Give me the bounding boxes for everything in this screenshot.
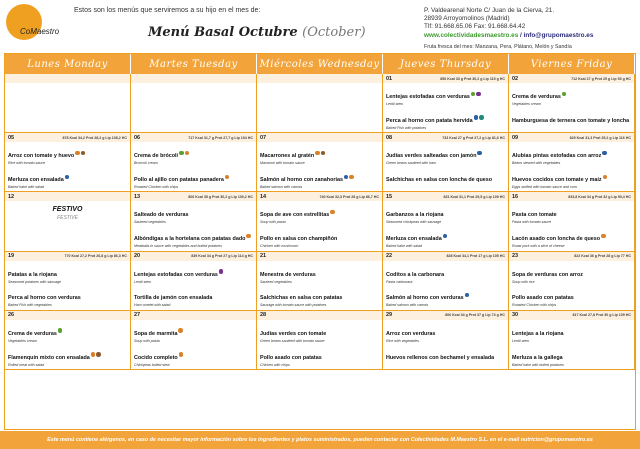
day-cell-header [131,192,256,201]
dish-name-en: Soup with pasta [134,338,160,343]
dish-name-en: Baked hake with salad [8,185,44,190]
allergen-icons [225,175,230,180]
title-en: (October) [302,25,366,40]
day-cell-friday [509,252,635,311]
dish-item [386,346,505,370]
day-cell-monday [5,252,131,311]
allergen-icons [246,234,251,239]
dish-item [134,286,253,308]
day-cell-friday [509,133,635,192]
dish-name: Lentejas a la riojana [512,330,564,337]
allergen-icons [91,352,101,357]
day-number: 22 [386,253,393,259]
dish-name: Crema de verduras [8,330,57,337]
dish-item [386,227,505,249]
dish-item [134,263,253,285]
dish-item [386,144,505,166]
day-cell-header [509,192,634,201]
dish-name: Salchichas en salsa con patatas [260,295,343,302]
dish-item [512,346,631,368]
dish-name: Merluza con ensalada [386,236,442,243]
allergen-icons [471,92,481,97]
dish-name: Salteado de verduras [134,212,189,219]
day-number: 12 [8,193,15,200]
allergen-icons [603,175,608,180]
allergen-icon [602,151,607,156]
dish-name: Lentejas estofadas con verduras [386,94,470,100]
dish-name-en: Lentil stew [386,102,403,106]
dish-name: Salmón al horno con zanahorias [260,177,343,184]
dish-name-en: Beans stewed with vegetables [512,161,561,166]
dish-name: Judías verdes con tomate [260,330,327,337]
page-title [148,25,366,40]
day-cell-friday [509,74,635,133]
day-number: 07 [260,134,267,141]
day-cell-thursday [383,311,509,370]
dish-name-en: Lentil stew [512,338,529,343]
dish-name-en: Baked Fish with potatoes [386,125,427,130]
dish-name-en: Chicken with chips [260,362,290,367]
nutrition-info: 829 Kcal 31,3 Prot 25,2 g Lip 116 HC [569,135,631,140]
allergen-icon [179,352,184,357]
dish-item [512,203,631,225]
dish-name: Pasta con tomate [512,212,557,219]
dish-item [8,322,127,344]
dish-item [386,109,505,131]
allergen-icons [602,151,607,156]
day-number: 19 [8,253,15,259]
holiday-label [5,206,130,221]
day-number: 05 [8,134,15,141]
day-cell-friday [509,192,635,251]
day-cell-header [383,252,508,261]
day-cell-monday [5,192,131,251]
nutrition-info: 831 Kcal 31,1 Prot 29,5 g Lip 109 HC [443,194,505,199]
allergen-icons [58,328,63,333]
day-cell-header [257,252,382,261]
dish-name: Albóndigas a la hortelana con patatas dado [134,236,246,243]
allergen-icon [225,175,230,180]
dish-name-en: Eggs stuffed with tomato sauce and corn [512,185,577,190]
dish-name-en: Sausage with tomato sauce with potatoes [260,303,327,308]
dish-name: Lacón asado con loncha de queso [512,236,601,243]
dish-name: Arroz con tomate y huevo [8,153,75,160]
day-cell-header [5,74,130,83]
intro-text: Estos son los menús que serviremos a su hijo en el mes de: [74,7,261,14]
day-cell-tuesday [131,192,257,251]
day-cell-tuesday [131,74,257,133]
day-number: 13 [134,193,141,200]
allergen-icons [474,115,484,120]
dish-name-en: Broccoli cream [134,161,158,166]
dish-name-en: Seasoned chickpeas with sausage [386,220,442,225]
dish-name-en: Sauteed vegetables [134,220,166,225]
allergen-icon [477,151,482,156]
dish-name-en: Seasoned potatoes with sausage [8,279,61,284]
nutrition-info: 806 Kcal 35 g Prot 30,2 g Lip 100,2 HC [188,194,253,199]
dish-item [512,286,631,308]
day-cell-thursday [383,192,509,251]
dish-name-en: Baked hake with salad [386,244,422,249]
dish-item [134,322,253,344]
allergen-icon [474,115,479,120]
day-cell-wednesday [257,192,383,251]
allergen-icon [321,151,326,156]
dish-name-en: Chicken with mushroom [260,244,299,249]
dish-item [512,168,631,190]
dish-name-en: Green beans sautéed with tomato sauce [260,338,325,343]
allergen-icons [178,328,183,333]
dish-name: Hamburguesa de ternera con tomate y loncha [512,117,630,124]
day-cell-header [131,311,256,320]
dish-name: Sopa de marmita [134,330,178,337]
allergen-icon [185,151,190,156]
dish-name-en: Pasta carbonara [386,279,413,284]
nutrition-info: 817 Kcal 27,8 Prot 30 g Lip 109 HC [572,313,631,318]
day-number: 08 [386,134,393,141]
title-es: Menú Basal Octubre [148,25,298,40]
dish-item [260,286,379,308]
allergen-icons [315,151,325,156]
dish-item [260,227,379,249]
dish-name: Pollo al ajillo con patatas panadera [134,177,224,184]
nutrition-info: 878 Kcal 34,2 Prot 28,2 g Lip 108,2 HC [62,135,127,140]
dish-name: Alubias pintas estofadas con arroz [512,153,602,160]
dish-name-en: Vegetables cream [8,338,37,343]
day-number: 14 [260,193,267,200]
day-cell-header [5,133,130,142]
day-cell-thursday [383,74,509,133]
day-cell-header [509,133,634,142]
day-cell-header [257,192,382,201]
dish-name: Patatas a la riojana [8,271,57,278]
phone-line: Tlf: 91.668.65.06 Fax: 91.668.64.42 [424,23,526,30]
allergen-icons [443,234,448,239]
dish-item [134,346,253,368]
day-cell-header [509,311,634,320]
day-cell-header [131,133,256,142]
dish-item [386,168,505,192]
dish-name: Coditos a la carbonara [386,271,445,278]
dish-name: Huevos cocidos con tomate y maíz [512,177,602,184]
day-cell-header [383,311,508,320]
dish-name-en: Green beans sautéed with ham [386,161,436,166]
day-number: 20 [134,253,141,259]
dish-item [386,286,505,308]
dish-item [386,263,505,285]
dish-item [512,322,631,344]
dish-name-en: Meatballs in sauce with vegetables and boiled potatoes [134,244,222,249]
address-line-1: P. Valdearenal Norte C/ Juan de la Cierva, 21. [424,7,555,14]
day-cell-friday [509,311,635,370]
allergen-icon [91,352,96,357]
dish-name: Crema de brócoli [134,153,179,160]
day-number: 01 [386,75,393,82]
allergen-icons [75,151,85,156]
dish-item [386,203,505,225]
allergen-icon [476,92,481,97]
allergen-icons [601,234,606,239]
dish-item [260,346,379,368]
day-cell-header [383,74,508,83]
dish-name: Lentejas estofadas con verduras [134,271,218,278]
dish-name-en: Roast pork with a slice of cheese [512,244,565,249]
nutrition-info: 733 Kcal 27 g Prot 27,2 g Lip 81,6 HC [442,135,505,140]
dish-name: Crema de verduras [512,94,561,100]
dish-name-en: Roasted Chicken with chips [134,185,179,190]
allergen-icon [562,92,567,97]
allergen-icon [75,151,80,156]
day-cell-wednesday [257,133,383,192]
brand-logo-text: CoMaestro [20,27,60,36]
nutrition-info: 712 Kcal 27 g Prot 25 g Lip 93 g HC [571,76,631,81]
day-cell-header [131,252,256,261]
day-number: 27 [134,312,141,319]
day-cell-header [5,252,130,261]
dish-name: Perca al horno con patata hervida [386,117,473,124]
dish-item [386,322,505,344]
allergen-icon [330,210,335,215]
dish-name-en: Baked salmon with carrots [386,303,429,308]
nutrition-info: 717 Kcal 31,7 g Prot 27,7 g Lip 104 HC [188,135,253,140]
day-number: 02 [512,75,519,82]
day-cell-thursday [383,133,509,192]
day-cell-header [383,192,508,201]
day-header-thursday: Jueves Thursday [383,54,509,74]
day-cell-wednesday [257,252,383,311]
dish-name-en: Roasted Chicken with chips [512,303,557,308]
day-cell-monday [5,311,131,370]
allergen-icons [179,352,184,357]
dish-item [260,144,379,166]
nutrition-info: 740 Kcal 32,3 Prot 28 g Lip 86,7 HC [319,194,379,199]
dish-name-en: Vegetables cream [512,102,541,106]
allergen-icon [601,234,606,239]
nutrition-info: 839 Kcal 34 g Prot 27 g Lip 114 g HC [191,254,253,258]
contact-line [424,32,593,39]
nutrition-info: 856 Kcal 33 g Prot 30,2 g Lip 115 g HC [440,76,505,81]
dish-item [386,85,505,107]
day-header-monday: Lunes Monday [5,54,131,74]
allergen-icons [465,293,470,298]
dish-item [260,168,379,190]
dish-item [8,346,127,368]
nutrition-info: 833,8 Kcal 34 g Prot 32 g Lip 90,4 HC [568,194,631,199]
day-cell-thursday [383,252,509,311]
day-cell-wednesday [257,74,383,133]
dish-name: Salchichas en salsa con loncha de queso [386,177,493,184]
day-number: 23 [512,253,519,259]
email-link[interactable]: / info@grupomaestro.es [520,32,594,39]
day-number: 06 [134,134,141,141]
dish-item [260,263,379,285]
dish-name-en: Baked salmon with carrots [260,185,303,190]
allergen-icon [465,293,470,298]
dish-name: Garbanzos a la riojana [386,212,444,219]
allergen-icons [344,175,354,180]
dish-name-en: Sauteed vegetables [260,279,292,284]
dish-name-en: Chickpeas boiled stew [134,362,170,367]
dish-name: Merluza a la gallega [512,354,563,361]
day-cell-wednesday [257,311,383,370]
day-header-friday: Viernes Friday [509,54,635,74]
dish-name: Pollo en salsa con champiñón [260,236,338,243]
dish-item [260,203,379,225]
dish-name-en: Lentil stew [134,279,151,284]
fruit-note: Fruta fresca del mes: Manzana, Pera, Plátano, Melón y Sandía [424,44,572,50]
day-cell-header [257,74,382,83]
day-number: 21 [260,253,267,259]
dish-name: Perca al horno con verduras [8,295,81,302]
allergen-icon [603,175,608,180]
dish-name-en: Macaroni with tomato sauce [260,161,305,166]
allergen-icons [219,269,224,274]
day-cell-header [5,311,130,320]
day-cell-tuesday [131,133,257,192]
dish-name-en: Rolled meat with salad [8,362,45,367]
dish-name: Cocido completo [134,354,178,361]
dish-item [512,85,631,107]
day-number: 28 [260,312,267,319]
allergen-icon [344,175,349,180]
dish-name: Judías verdes salteadas con jamón [386,153,477,160]
allergen-icon [443,234,448,239]
day-number: 16 [512,193,519,200]
allergen-icon [96,352,101,357]
dish-name-en: Rice with vegetables [386,338,419,343]
allergen-icon [81,151,86,156]
day-header-wednesday: Miércoles Wednesday [257,54,383,74]
dish-name: Sopa de verduras con arroz [512,271,583,278]
dish-name: Flamenquín mixto con ensalada [8,354,90,361]
day-cell-tuesday [131,252,257,311]
day-cell-header [131,74,256,83]
dish-name: Huevos rellenos con bechamel y ensalada [386,354,495,361]
allergen-icons [477,151,482,156]
dish-item [134,168,253,190]
dish-item [512,144,631,166]
dish-item [512,227,631,249]
dish-name-en: Soup with pasta [260,220,286,225]
nutrition-info: 822 Kcal 36 g Prot 28 g Lip 77 HC [574,254,631,258]
dish-item [512,263,631,285]
dish-name: Salmón al horno con verduras [386,295,464,302]
day-cell-header [509,74,634,83]
day-header-tuesday: Martes Tuesday [131,54,257,74]
day-cell-header [5,192,130,201]
allergen-icon [349,175,354,180]
dish-name: Tortilla de jamón con ensalada [134,295,213,302]
dish-name-en: Ham omelet with salad [134,303,171,308]
allergen-footer: Este menú contiene alérgenos, en caso de necesitar mayor información sobre los ingredientes y platos suministrados, pueden contactar con Colectividades M.Maestro S.L. en el e-mail nutricion@grupomaestro.es [0,431,640,449]
allergen-icon [315,151,320,156]
address-line-2: 28939 Arroyomolinos (Madrid) [424,15,510,22]
dish-name-en: Pasta with tomato sauce [512,220,552,225]
allergen-icon [479,115,484,120]
dish-name-en: Rice with tomato sauce [8,161,46,166]
day-cell-monday [5,133,131,192]
allergen-icon [471,92,476,97]
dish-item [134,144,253,166]
day-cell-header [509,252,634,261]
allergen-icons [179,151,189,156]
day-number: 30 [512,312,519,319]
day-cell-header [257,133,382,142]
allergen-icon [178,328,183,333]
dish-name: Merluza con ensalada [8,177,64,184]
day-cell-tuesday [131,311,257,370]
nutrition-info: 828 Kcal 34,1 Prot 17 g Lip 105 HC [446,254,505,258]
allergen-icon [219,269,224,274]
dish-item [8,144,127,166]
allergen-icon [246,234,251,239]
day-number: 15 [386,193,393,200]
day-cell-monday [5,74,131,133]
dish-name: Pollo asado con patatas [512,295,574,302]
dish-name-en: Baked hake with boiled potatoes [512,362,564,367]
holiday-label-es: FESTIVO [52,206,83,214]
day-number: 26 [8,312,15,319]
allergen-icons [330,210,335,215]
allergen-icon [65,175,70,180]
dish-name-en: Soup with rice [512,279,535,284]
dish-name: Arroz con verduras [386,330,436,337]
nutrition-info: 770 Kcal 27,2 Prot 26,8 g Lip 86,3 HC [64,254,127,258]
day-number: 09 [512,134,519,141]
dish-item [8,263,127,285]
website-link[interactable]: www.colectividadesmaestro.es [424,32,519,39]
dish-item [8,168,127,190]
allergen-icon [179,151,184,156]
holiday-label-en: FESTIVE [57,215,78,222]
allergen-icon [58,328,63,333]
dish-name: Macarrones al gratén [260,153,315,160]
dish-item [134,227,253,249]
allergen-icons [562,92,567,97]
day-number: 29 [386,312,393,319]
dish-item [260,322,379,344]
day-cell-header [257,311,382,320]
allergen-icons [65,175,70,180]
menu-calendar-grid [4,53,636,430]
dish-item [134,203,253,225]
dish-name: Sopa de ave con estrellitas [260,212,330,219]
dish-name: Menestra de verduras [260,271,316,278]
dish-item [8,286,127,308]
dish-name-en: Baked Fish with vegetables [8,303,52,308]
dish-name: Pollo asado con patatas [260,354,322,361]
dish-item [512,109,631,133]
day-cell-header [383,133,508,142]
nutrition-info: 806 Kcal 34 g Prot 37 g Lip 74 g HC [445,313,505,318]
